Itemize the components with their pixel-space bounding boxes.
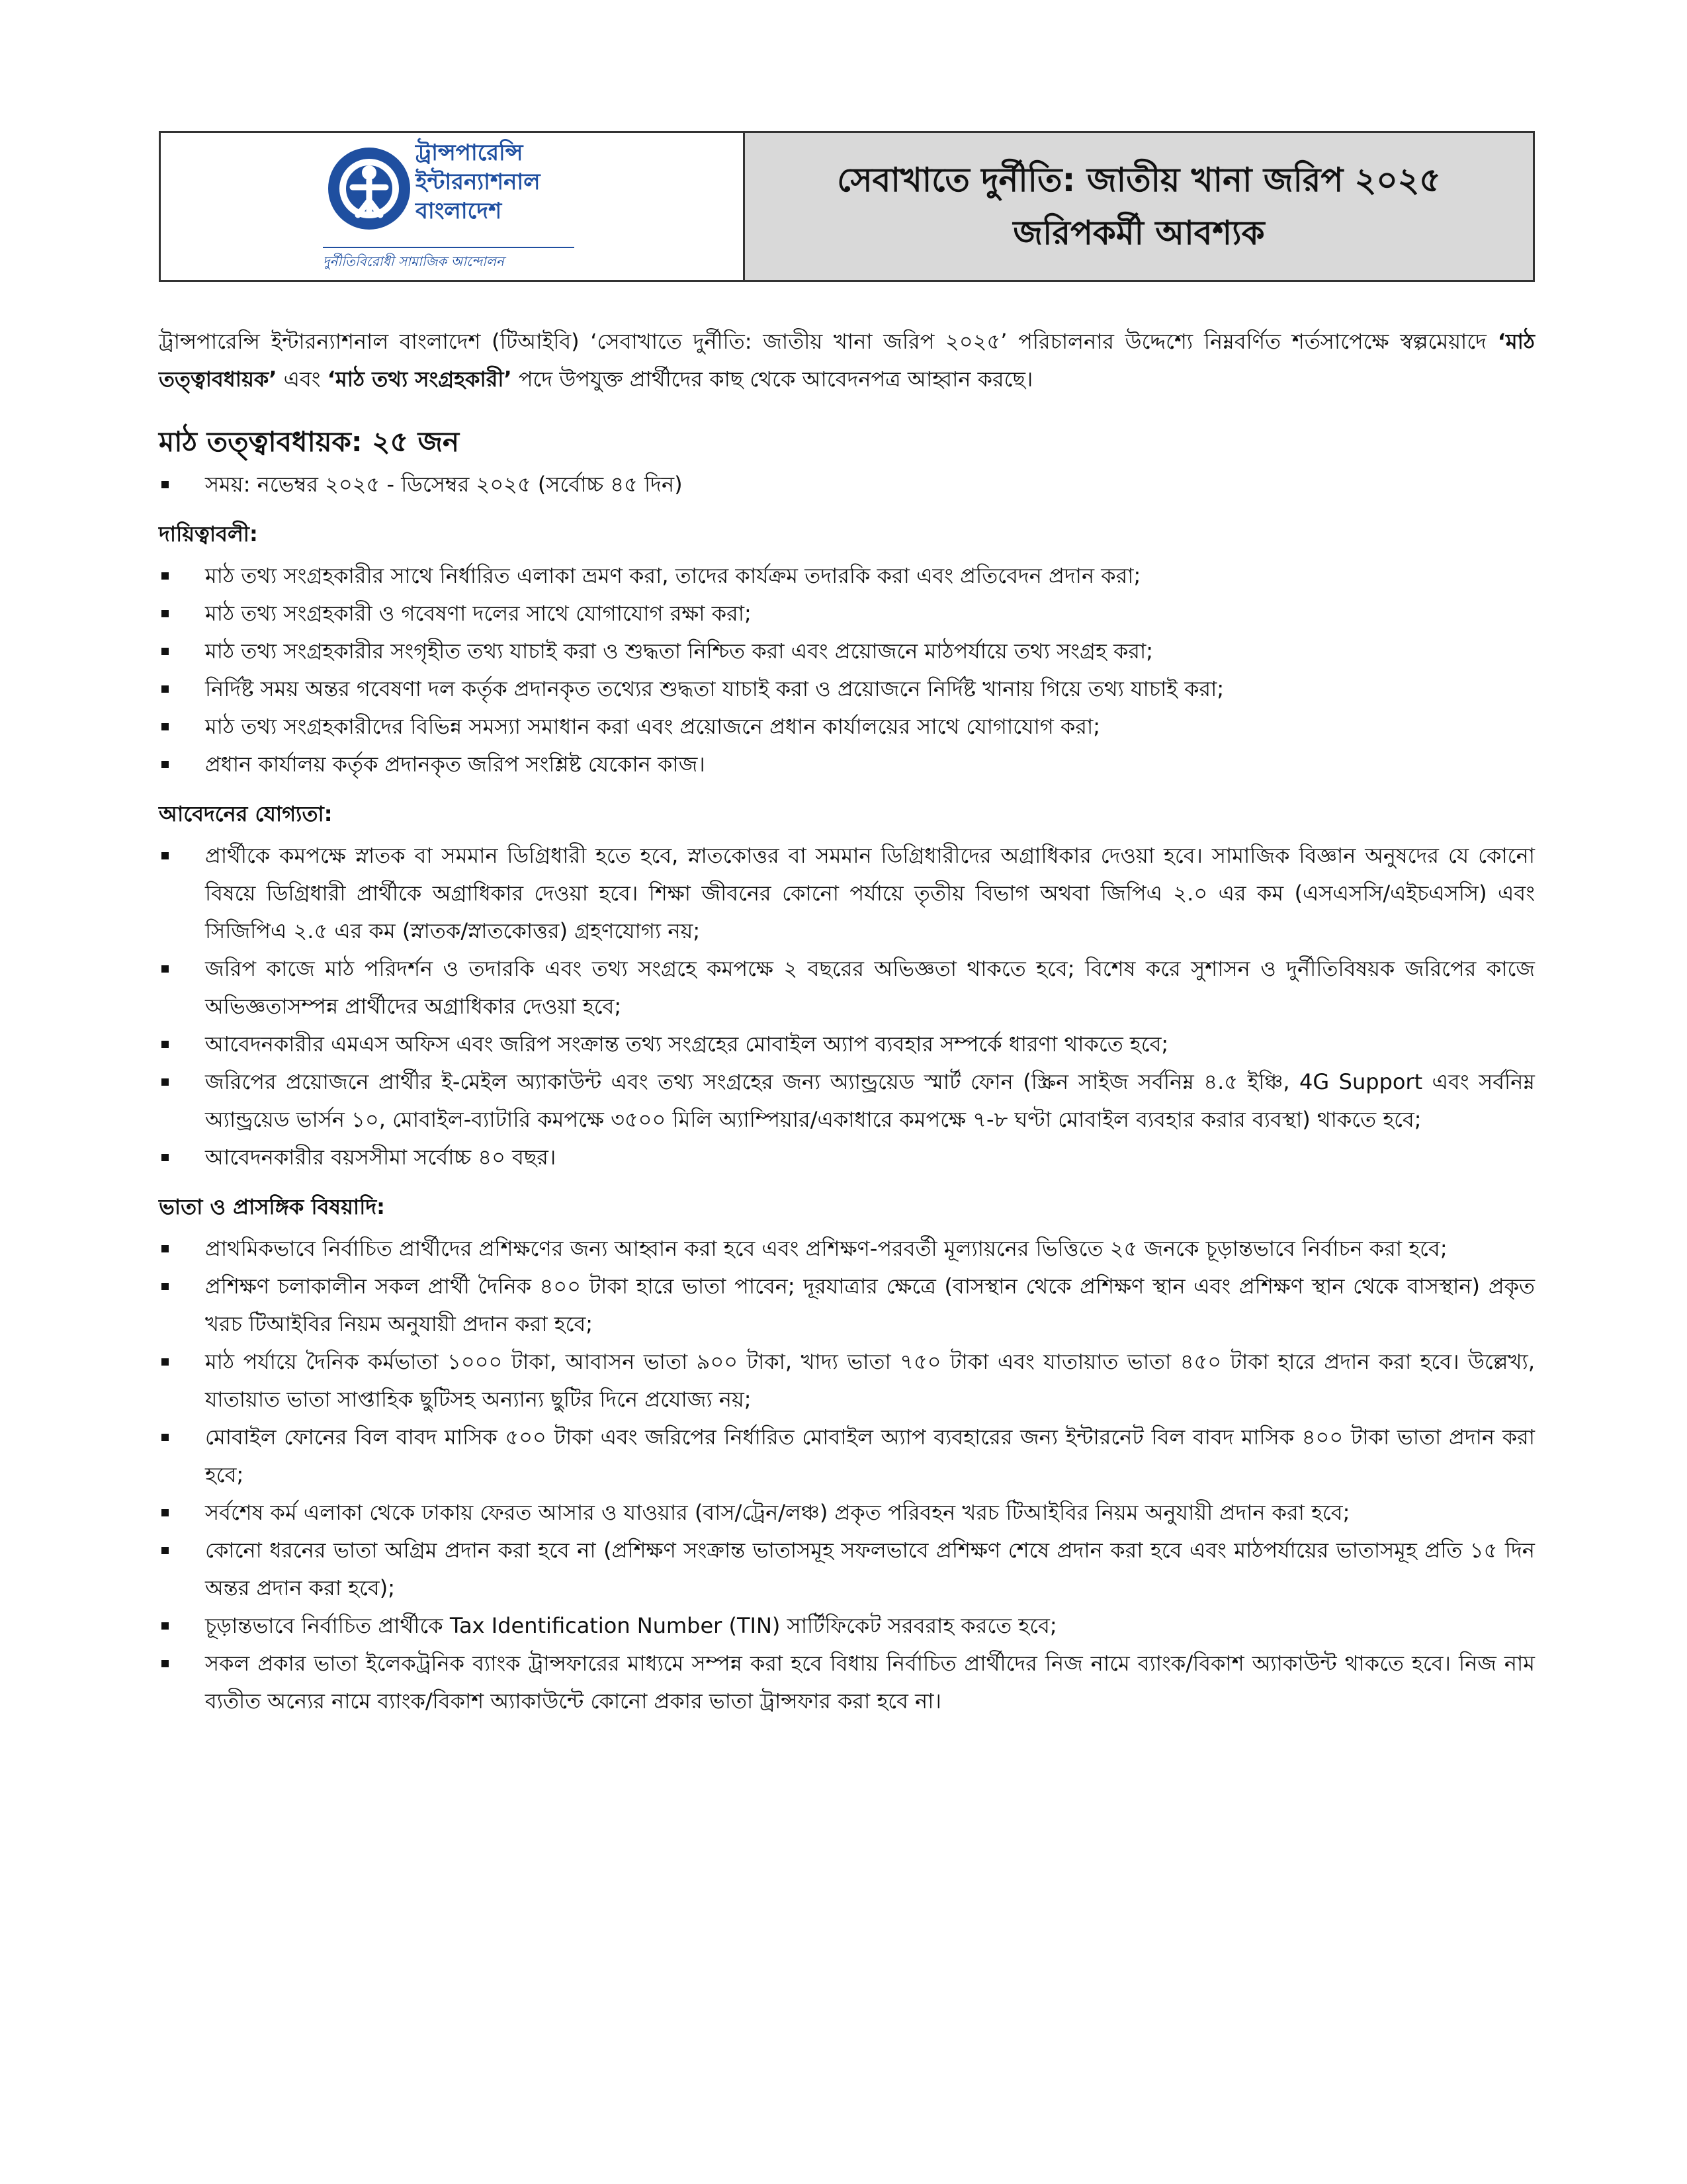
list-item: চূড়ান্তভাবে নির্বাচিত প্রার্থীকে Tax Identification Number (TIN) সার্টিফিকেট সরবরাহ করতে হবে;	[159, 1607, 1535, 1645]
intro-bold-collector: ‘মাঠ তথ্য সংগ্রহকারী’	[327, 367, 512, 392]
duration-item: সময়: নভেম্বর ২০২৫ - ডিসেম্বর ২০২৫ (সর্বোচ্চ ৪৫ দিন)	[159, 466, 1535, 503]
list-item: মাঠ পর্যায়ে দৈনিক কর্মভাতা ১০০০ টাকা, আবাসন ভাতা ৯০০ টাকা, খাদ্য ভাতা ৭৫০ টাকা এবং যাতায়াত ভাতা ৪৫০ টাকা হারে প্রদান করা হবে। উল্লেখ্য, যাতায়াত ভাতা সাপ্তাহিক ছুটিসহ অন্যান্য ছুটির দিনে প্রযোজ্য নয়;	[159, 1343, 1535, 1419]
document-subtitle: জরিপকর্মী আবশ্যক	[1013, 214, 1265, 252]
list-item: জরিপের প্রয়োজনে প্রার্থীর ই-মেইল অ্যাকাউন্ট এবং তথ্য সংগ্রহের জন্য অ্যান্ড্রয়েড স্মার্ট ফোন (স্ক্রিন সাইজ সর্বনিম্ন ৪.৫ ইঞ্চি, 4G Support এবং সর্বনিম্ন অ্যান্ড্রয়েড ভার্সন ১০, মোবাইল-ব্যাটারি কমপক্ষে ৩৫০০ মিলি অ্যাম্পিয়ার/একাধারে কমপক্ষে ৭-৮ ঘণ্টা মোবাইল ব্যবহার করার ব্যবস্থা) থাকতে হবে;	[159, 1063, 1535, 1139]
list-item: প্রাথমিকভাবে নির্বাচিত প্রার্থীদের প্রশিক্ষণের জন্য আহ্বান করা হবে এবং প্রশিক্ষণ-পরবর্তী মূল্যায়নের ভিত্তিতে ২৫ জনকে চূড়ান্তভাবে নির্বাচন করা হবে;	[159, 1230, 1535, 1268]
list-item: আবেদনকারীর এমএস অফিস এবং জরিপ সংক্রান্ত তথ্য সংগ্রহের মোবাইল অ্যাপ ব্যবহার সম্পর্কে ধারণা থাকতে হবে;	[159, 1026, 1535, 1063]
list-item: মোবাইল ফোনের বিল বাবদ মাসিক ৫০০ টাকা এবং জরিপের নির্ধারিত মোবাইল অ্যাপ ব্যবহারের জন্য ইন্টারনেট বিল বাবদ মাসিক ৪০০ টাকা ভাতা প্রদান করা হবে;	[159, 1419, 1535, 1494]
logo-wordmark	[415, 138, 541, 226]
intro-bold-supervisor: ‘মাঠ তত্ত্বাবধায়ক’	[159, 329, 1535, 392]
logo-line: বাংলাদেশ	[415, 198, 502, 224]
position-heading: মাঠ তত্ত্বাবধায়ক: ২৫ জন	[159, 425, 460, 458]
duties-list	[159, 557, 1535, 783]
intro-text: ট্রান্সপারেন্সি ইন্টারন্যাশনাল বাংলাদেশ (টিআইবি) ‘সেবাখাতে দুর্নীতি: জাতীয় খানা জরিপ ২০২৫’ পরিচালনার উদ্দেশ্যে নিম্নবর্ণিত শর্তসাপেক্ষে স্বল্পমেয়াদে	[159, 329, 1498, 354]
allowance-heading: ভাতা ও প্রাসঙ্গিক বিষয়াদি:	[159, 1194, 385, 1219]
list-item: মাঠ তথ্য সংগ্রহকারীদের বিভিন্ন সমস্যা সমাধান করা এবং প্রয়োজনে প্রধান কার্যালয়ের সাথে যোগাযোগ করা;	[159, 708, 1535, 746]
list-item: জরিপ কাজে মাঠ পরিদর্শন ও তদারকি এবং তথ্য সংগ্রহে কমপক্ষে ২ বছরের অভিজ্ঞতা থাকতে হবে; বিশেষ করে সুশাসন ও দুর্নীতিবিষয়ক জরিপের কাজে অভিজ্ঞতাসম্পন্ন প্রার্থীদের অগ্রাধিকার দেওয়া হবে;	[159, 950, 1535, 1026]
duties-heading: দায়িত্বাবলী:	[159, 521, 258, 546]
logo-line: ইন্টারন্যাশনাল	[415, 169, 541, 195]
logo-tagline: দুর্নীতিবিরোধী সামাজিক আন্দোলন	[323, 247, 574, 274]
eligibility-heading: আবেদনের যোগ্যতা:	[159, 801, 333, 826]
title-cell	[745, 133, 1533, 280]
list-item: মাঠ তথ্য সংগ্রহকারীর সংগৃহীত তথ্য যাচাই করা ও শুদ্ধতা নিশ্চিত করা এবং প্রয়োজনে মাঠপর্যায়ে তথ্য সংগ্রহ করা;	[159, 633, 1535, 670]
list-item: প্রধান কার্যালয় কর্তৃক প্রদানকৃত জরিপ সংশ্লিষ্ট যেকোন কাজ।	[159, 746, 1535, 783]
document-title: সেবাখাতে দুর্নীতি: জাতীয় খানা জরিপ ২০২৫	[837, 161, 1441, 199]
intro-text: এবং	[277, 367, 327, 392]
list-item: মাঠ তথ্য সংগ্রহকারীর সাথে নির্ধারিত এলাকা ভ্রমণ করা, তাদের কার্যক্রম তদারকি করা এবং প্রতিবেদন প্রদান করা;	[159, 557, 1535, 595]
logo-cell	[161, 133, 745, 280]
allowance-list	[159, 1230, 1535, 1720]
list-item: মাঠ তথ্য সংগ্রহকারী ও গবেষণা দলের সাথে যোগাযোগ রক্ষা করা;	[159, 595, 1535, 633]
list-item: নির্দিষ্ট সময় অন্তর গবেষণা দল কর্তৃক প্রদানকৃত তথ্যের শুদ্ধতা যাচাই করা ও প্রয়োজনে নির্দিষ্ট খানায় গিয়ে তথ্য যাচাই করা;	[159, 670, 1535, 708]
list-item: সর্বশেষ কর্ম এলাকা থেকে ঢাকায় ফেরত আসার ও যাওয়ার (বাস/ট্রেন/লঞ্চ) প্রকৃত পরিবহন খরচ টিআইবির নিয়ম অনুযায়ী প্রদান করা হবে;	[159, 1494, 1535, 1532]
tib-logo-icon	[326, 141, 412, 240]
list-item: আবেদনকারীর বয়সসীমা সর্বোচ্চ ৪০ বছর।	[159, 1139, 1535, 1176]
eligibility-list	[159, 837, 1535, 1176]
intro-text: পদে উপযুক্ত প্রার্থীদের কাছ থেকে আবেদনপত্র আহ্বান করছে।	[511, 367, 1033, 392]
list-item: কোনো ধরনের ভাতা অগ্রিম প্রদান করা হবে না (প্রশিক্ষণ সংক্রান্ত ভাতাসমূহ সফলভাবে প্রশিক্ষণ শেষে প্রদান করা হবে এবং মাঠপর্যায়ের ভাতাসমূহ প্রতি ১৫ দিন অন্তর প্রদান করা হবে);	[159, 1532, 1535, 1607]
logo-line: ট্রান্সপারেন্সি	[415, 140, 523, 166]
list-item: সকল প্রকার ভাতা ইলেকট্রনিক ব্যাংক ট্রান্সফারের মাধ্যমে সম্পন্ন করা হবে বিধায় নির্বাচিত প্রার্থীদের নিজ নামে ব্যাংক/বিকাশ অ্যাকাউন্ট থাকতে হবে। নিজ নাম ব্যতীত অন্যের নামে ব্যাংক/বিকাশ অ্যাকাউন্টে কোনো প্রকার ভাতা ট্রান্সফার করা হবে না।	[159, 1645, 1535, 1720]
duration-list	[159, 466, 1535, 503]
intro-paragraph	[159, 323, 1535, 398]
list-item: প্রার্থীকে কমপক্ষে স্নাতক বা সমমান ডিগ্রিধারী হতে হবে, স্নাতকোত্তর বা সমমান ডিগ্রিধারীদের অগ্রাধিকার দেওয়া হবে। সামাজিক বিজ্ঞান অনুষদের যে কোনো বিষয়ে ডিগ্রিধারী প্রার্থীকে অগ্রাধিকার দেওয়া হবে। শিক্ষা জীবনের কোনো পর্যায়ে তৃতীয় বিভাগ অথবা জিপিএ ২.০ এর কম (এসএসসি/এইচএসসি) এবং সিজিপিএ ২.৫ এর কম (স্নাতক/স্নাতকোত্তর) গ্রহণযোগ্য নয়;	[159, 837, 1535, 950]
document-page	[159, 131, 1535, 1720]
header-box	[159, 131, 1535, 282]
list-item: প্রশিক্ষণ চলাকালীন সকল প্রার্থী দৈনিক ৪০০ টাকা হারে ভাতা পাবেন; দূরযাত্রার ক্ষেত্রে (বাসস্থান থেকে প্রশিক্ষণ স্থান এবং প্রশিক্ষণ স্থান থেকে বাসস্থান) প্রকৃত খরচ টিআইবির নিয়ম অনুযায়ী প্রদান করা হবে;	[159, 1268, 1535, 1343]
